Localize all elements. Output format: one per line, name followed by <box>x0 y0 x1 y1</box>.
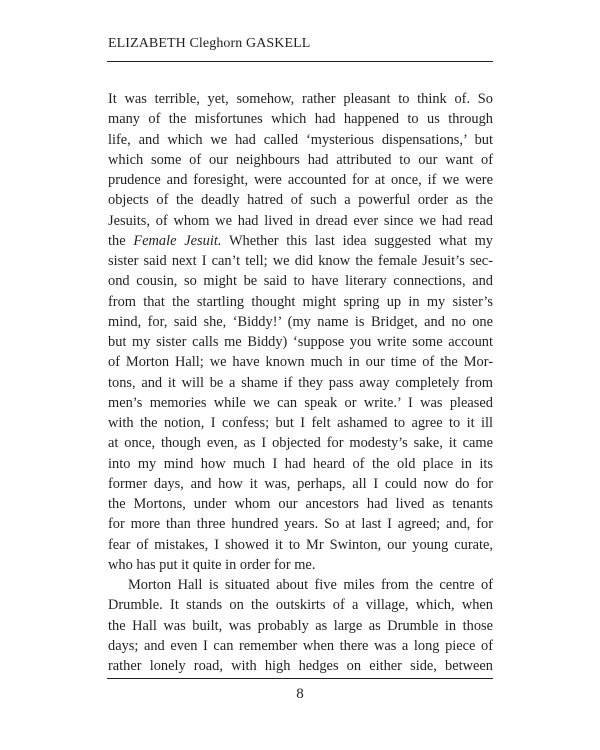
text-segment: who has put it quite in order for me. <box>108 556 316 573</box>
text-segment: which some of our neighbours had attributed to our want of <box>108 151 493 168</box>
text-segment: Whether this last idea suggested what my <box>221 232 493 249</box>
text-segment: fear of mistakes, I showed it to Mr Swinton, our young curate, <box>108 536 493 553</box>
text-segment: days; and even I can remember when there was a long piece of <box>108 637 493 654</box>
text-segment: into my mind how much I had heard of the old place in its <box>108 455 493 472</box>
text-segment: the <box>108 232 134 249</box>
text-line <box>108 170 493 190</box>
text-line <box>108 150 493 170</box>
text-line <box>108 413 493 433</box>
text-segment: rather lonely road, with high hedges on either side, between <box>108 658 493 674</box>
text-segment: objects of the deadly hatred of such a powerful order as the <box>108 192 493 209</box>
text-line <box>108 89 493 109</box>
text-segment: of Morton Hall; we have known much in our time of the Mor- <box>108 354 493 371</box>
text-segment: Jesuits, of whom we had lived in dread ever since we had read <box>108 212 493 229</box>
text-line <box>108 433 493 453</box>
text-segment: the Hall was built, was probably as large as Drumble in those <box>108 617 493 634</box>
text-segment: many of the misfortunes which had happened to us through <box>108 111 493 128</box>
header-rule <box>107 61 493 62</box>
text-line <box>108 312 493 332</box>
text-line <box>108 474 493 494</box>
text-line <box>108 292 493 312</box>
text-segment: from that the startling thought might spring up in my sister’s <box>108 293 493 310</box>
text-line <box>108 271 493 291</box>
italic-title: Female Jesuit. <box>133 232 222 249</box>
text-segment: at once, though even, as I objected for modesty’s sake, it came <box>108 435 493 452</box>
text-line <box>108 575 493 595</box>
text-line <box>108 555 493 575</box>
footer-rule <box>107 678 493 679</box>
text-line <box>108 454 493 474</box>
text-line <box>108 535 493 555</box>
text-segment: with the notion, I confess; but I felt ashamed to agree to it ill <box>108 415 493 431</box>
text-segment: mind, for, said she, ‘Biddy!’ (my name is Bridget, and no one <box>108 313 493 330</box>
text-line <box>108 656 493 676</box>
text-line <box>108 130 493 150</box>
text-segment: Drumble. It stands on the outskirts of a village, which, when <box>108 597 493 614</box>
text-line <box>108 332 493 352</box>
paragraph <box>108 575 493 676</box>
text-line <box>108 514 493 534</box>
text-segment: for more than three hundred years. So at last I agreed; and, for <box>108 516 493 533</box>
text-line <box>108 494 493 514</box>
text-line <box>108 109 493 129</box>
text-line <box>108 231 493 251</box>
text-segment: the Mortons, under whom our ancestors had lived as tenants <box>108 496 493 512</box>
text-line <box>108 190 493 210</box>
text-line <box>108 595 493 615</box>
text-segment: It was terrible, yet, somehow, rather pleasant to think of. So <box>108 91 493 107</box>
page-number: 8 <box>296 686 304 702</box>
text-segment: life, and which we had called ‘mysterious dispensations,’ but <box>108 131 493 148</box>
text-segment: former days, and how it was, perhaps, all I could now do for <box>108 475 493 492</box>
body-text <box>108 89 493 676</box>
running-head: ELIZABETH Cleghorn GASKELL <box>108 36 311 51</box>
text-segment: tons, and it will be a shame if they pass away completely from <box>108 374 493 391</box>
text-segment: men’s memories while we can speak or write.’ I was pleased <box>108 394 493 411</box>
text-line <box>108 352 493 372</box>
text-segment: ond cousin, so might be said to have literary connections, and <box>108 273 493 290</box>
text-segment: but my sister calls me Biddy) ‘suppose you write some account <box>108 334 493 350</box>
text-line <box>108 211 493 231</box>
text-line <box>108 616 493 636</box>
text-line <box>108 393 493 413</box>
text-line <box>108 251 493 271</box>
text-segment: sister said next I can’t tell; we did know the female Jesuit’s sec- <box>108 253 493 269</box>
paragraph <box>108 89 493 575</box>
text-line <box>108 373 493 393</box>
text-segment: prudence and foresight, were accounted for at once, if we were <box>108 172 493 188</box>
text-line <box>108 636 493 656</box>
text-segment: Morton Hall is situated about five miles from the centre of <box>128 577 493 593</box>
